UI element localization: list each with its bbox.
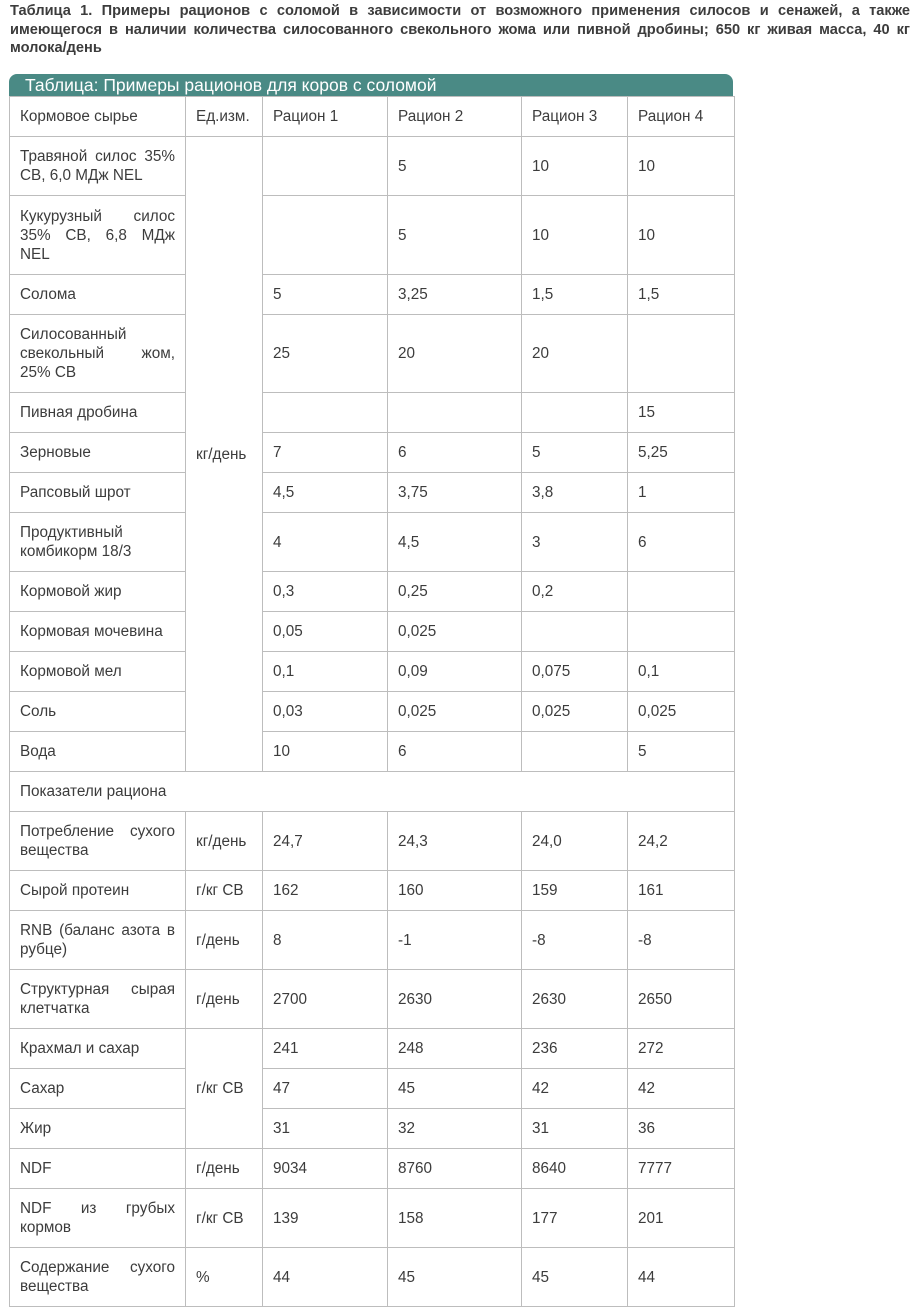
- indicator-name: Потребление сухого вещества: [10, 812, 186, 871]
- table-title-bar: Таблица: Примеры рационов для коров с соломой: [9, 74, 733, 96]
- value-cell: 44: [628, 1248, 735, 1307]
- value-cell: -8: [522, 911, 628, 970]
- header-row: [10, 97, 735, 137]
- value-cell: 47: [263, 1069, 388, 1109]
- value-cell: 10: [628, 196, 735, 275]
- value-cell: 0,2: [522, 572, 628, 612]
- value-cell: 24,7: [263, 812, 388, 871]
- feed-name: Рапсовый шрот: [10, 473, 186, 513]
- value-cell: -1: [388, 911, 522, 970]
- feed-unit-cell: кг/день: [186, 137, 263, 772]
- unit-cell: г/кг СВ: [186, 871, 263, 911]
- indicator-name: NDF: [10, 1149, 186, 1189]
- value-cell: 32: [388, 1109, 522, 1149]
- unit-cell: г/день: [186, 970, 263, 1029]
- value-cell: 0,05: [263, 612, 388, 652]
- value-cell: 0,1: [263, 652, 388, 692]
- value-cell: 2700: [263, 970, 388, 1029]
- value-cell: 10: [522, 137, 628, 196]
- value-cell: [628, 612, 735, 652]
- table-row: [10, 1069, 735, 1109]
- table-row: [10, 275, 735, 315]
- feed-name: Продуктивный комбикорм 18/3: [10, 513, 186, 572]
- table-row: [10, 1109, 735, 1149]
- value-cell: [628, 572, 735, 612]
- table-row: [10, 1149, 735, 1189]
- indicator-name: Сырой протеин: [10, 871, 186, 911]
- indicator-name: Крахмал и сахар: [10, 1029, 186, 1069]
- header-cell-unit: Ед.изм.: [186, 97, 263, 137]
- feed-name: Кормовая мочевина: [10, 612, 186, 652]
- value-cell: 0,25: [388, 572, 522, 612]
- value-cell: 3: [522, 513, 628, 572]
- value-cell: 139: [263, 1189, 388, 1248]
- value-cell: 5: [388, 196, 522, 275]
- value-cell: 7777: [628, 1149, 735, 1189]
- table-row: [10, 393, 735, 433]
- value-cell: 1: [628, 473, 735, 513]
- value-cell: 25: [263, 315, 388, 393]
- feed-name: Пивная дробина: [10, 393, 186, 433]
- value-cell: 159: [522, 871, 628, 911]
- indicator-name: Содержание сухого вещества: [10, 1248, 186, 1307]
- value-cell: 24,3: [388, 812, 522, 871]
- value-cell: 10: [263, 732, 388, 772]
- feed-name: Кукурузный силос 35% СВ, 6,8 МДж NEL: [10, 196, 186, 275]
- feed-name: Кормовой жир: [10, 572, 186, 612]
- feed-name: Соль: [10, 692, 186, 732]
- value-cell: 45: [388, 1248, 522, 1307]
- table-row: [10, 433, 735, 473]
- value-cell: 201: [628, 1189, 735, 1248]
- value-cell: 0,025: [388, 612, 522, 652]
- indicator-name: RNB (баланс азота в рубце): [10, 911, 186, 970]
- table-row: [10, 572, 735, 612]
- value-cell: 177: [522, 1189, 628, 1248]
- feed-name: Кормовой мел: [10, 652, 186, 692]
- unit-cell: г/день: [186, 1149, 263, 1189]
- table-row: [10, 1029, 735, 1069]
- value-cell: 0,075: [522, 652, 628, 692]
- value-cell: 20: [522, 315, 628, 393]
- value-cell: -8: [628, 911, 735, 970]
- value-cell: 42: [522, 1069, 628, 1109]
- value-cell: [522, 732, 628, 772]
- value-cell: 236: [522, 1029, 628, 1069]
- value-cell: 10: [522, 196, 628, 275]
- value-cell: 5: [388, 137, 522, 196]
- indicator-name: Жир: [10, 1109, 186, 1149]
- feed-name: Силосованный свекольный жом, 25% СВ: [10, 315, 186, 393]
- value-cell: [628, 315, 735, 393]
- value-cell: 3,25: [388, 275, 522, 315]
- table-row: [10, 315, 735, 393]
- value-cell: 24,2: [628, 812, 735, 871]
- table-row: [10, 473, 735, 513]
- table-row: [10, 652, 735, 692]
- value-cell: 4,5: [388, 513, 522, 572]
- value-cell: 45: [522, 1248, 628, 1307]
- unit-cell: кг/день: [186, 812, 263, 871]
- value-cell: 5: [522, 433, 628, 473]
- table-row: [10, 911, 735, 970]
- header-cell-ration-4: Рацион 4: [628, 97, 735, 137]
- value-cell: 8760: [388, 1149, 522, 1189]
- value-cell: 6: [388, 433, 522, 473]
- unit-cell: г/кг СВ: [186, 1029, 263, 1149]
- feed-name: Зерновые: [10, 433, 186, 473]
- value-cell: 44: [263, 1248, 388, 1307]
- value-cell: 162: [263, 871, 388, 911]
- value-cell: 42: [628, 1069, 735, 1109]
- indicator-name: Сахар: [10, 1069, 186, 1109]
- value-cell: 0,025: [522, 692, 628, 732]
- value-cell: 0,025: [628, 692, 735, 732]
- value-cell: [388, 393, 522, 433]
- value-cell: 1,5: [522, 275, 628, 315]
- table-caption: Таблица 1. Примеры рационов с соломой в зависимости от возможного применения силосов и сенажей, а также имеющегося в наличии количества силосованного свекольного жома или пивной дробины; 650 кг живая масса, 40 кг молока/день: [10, 3, 910, 56]
- table-row: [10, 970, 735, 1029]
- feed-name: Солома: [10, 275, 186, 315]
- value-cell: 8640: [522, 1149, 628, 1189]
- section-label: Показатели рациона: [10, 772, 735, 812]
- value-cell: 10: [628, 137, 735, 196]
- value-cell: 1,5: [628, 275, 735, 315]
- feed-name: Вода: [10, 732, 186, 772]
- value-cell: 31: [522, 1109, 628, 1149]
- table-row: [10, 1248, 735, 1307]
- table-row: [10, 1189, 735, 1248]
- table-row: [10, 692, 735, 732]
- header-cell-ration-3: Рацион 3: [522, 97, 628, 137]
- value-cell: 5: [628, 732, 735, 772]
- value-cell: [522, 612, 628, 652]
- value-cell: 272: [628, 1029, 735, 1069]
- value-cell: 36: [628, 1109, 735, 1149]
- table-row: [10, 732, 735, 772]
- value-cell: 2630: [388, 970, 522, 1029]
- value-cell: 9034: [263, 1149, 388, 1189]
- table-row: [10, 137, 735, 196]
- table-row: [10, 871, 735, 911]
- value-cell: 31: [263, 1109, 388, 1149]
- value-cell: 158: [388, 1189, 522, 1248]
- header-cell-ration-1: Рацион 1: [263, 97, 388, 137]
- value-cell: 161: [628, 871, 735, 911]
- value-cell: [263, 137, 388, 196]
- table-row: [10, 513, 735, 572]
- value-cell: 4: [263, 513, 388, 572]
- value-cell: 241: [263, 1029, 388, 1069]
- value-cell: 6: [388, 732, 522, 772]
- value-cell: [263, 196, 388, 275]
- unit-cell: г/день: [186, 911, 263, 970]
- header-cell-ration-2: Рацион 2: [388, 97, 522, 137]
- section-row: [10, 772, 735, 812]
- value-cell: 6: [628, 513, 735, 572]
- indicator-name: NDF из грубых кормов: [10, 1189, 186, 1248]
- table-row: [10, 812, 735, 871]
- unit-cell: г/кг СВ: [186, 1189, 263, 1248]
- table-row: [10, 196, 735, 275]
- value-cell: 7: [263, 433, 388, 473]
- value-cell: 8: [263, 911, 388, 970]
- value-cell: 160: [388, 871, 522, 911]
- feed-name: Травяной силос 35% СВ, 6,0 МДж NEL: [10, 137, 186, 196]
- value-cell: 0,09: [388, 652, 522, 692]
- value-cell: 3,75: [388, 473, 522, 513]
- ration-table: [9, 96, 735, 1307]
- indicator-name: Структурная сырая клетчатка: [10, 970, 186, 1029]
- value-cell: 0,03: [263, 692, 388, 732]
- value-cell: 248: [388, 1029, 522, 1069]
- value-cell: 0,1: [628, 652, 735, 692]
- header-cell-feed: Кормовое сырье: [10, 97, 186, 137]
- unit-cell: %: [186, 1248, 263, 1307]
- value-cell: 3,8: [522, 473, 628, 513]
- table-row: [10, 612, 735, 652]
- value-cell: [522, 393, 628, 433]
- value-cell: 2650: [628, 970, 735, 1029]
- value-cell: 5,25: [628, 433, 735, 473]
- value-cell: [263, 393, 388, 433]
- value-cell: 20: [388, 315, 522, 393]
- value-cell: 2630: [522, 970, 628, 1029]
- value-cell: 45: [388, 1069, 522, 1109]
- value-cell: 0,025: [388, 692, 522, 732]
- value-cell: 24,0: [522, 812, 628, 871]
- value-cell: 15: [628, 393, 735, 433]
- value-cell: 0,3: [263, 572, 388, 612]
- value-cell: 5: [263, 275, 388, 315]
- value-cell: 4,5: [263, 473, 388, 513]
